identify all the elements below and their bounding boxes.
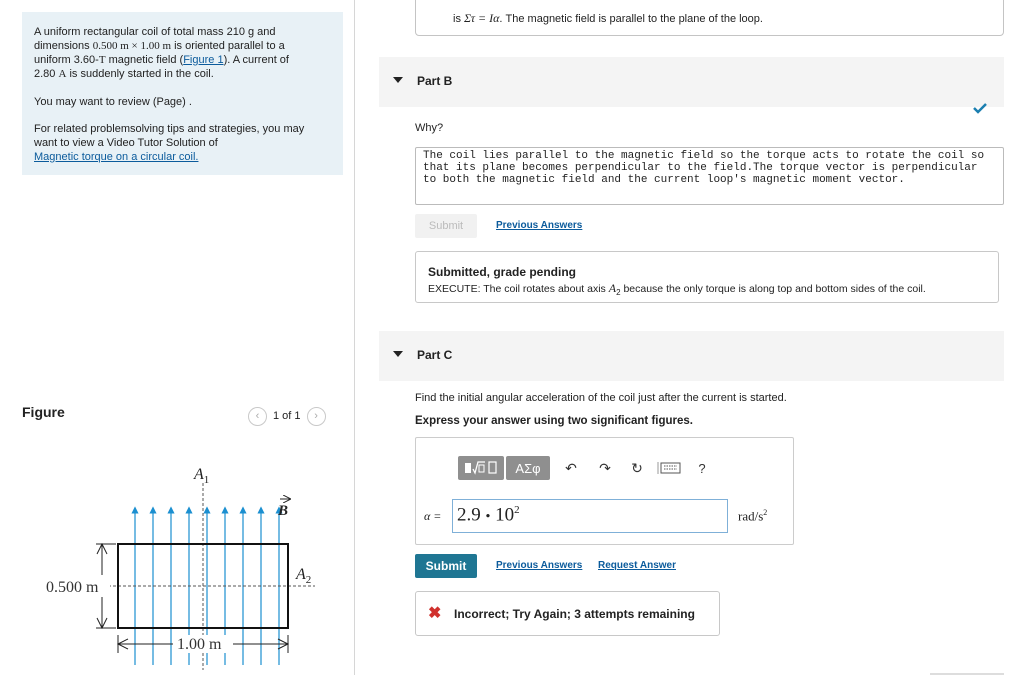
intro-dimensions: 0.500 m × 1.00 m (92, 40, 172, 52)
label-b: B (278, 503, 289, 519)
answer-units (738, 508, 767, 524)
part-b-header[interactable] (379, 57, 1004, 107)
feedback-text (428, 281, 926, 297)
x-icon: ✖ (428, 605, 442, 622)
intro-text: is oriented parallel to a (171, 40, 285, 52)
label-a2: A (296, 566, 306, 583)
part-c-previous-answers-link[interactable]: Previous Answers (496, 560, 583, 571)
part-a-hint-text (453, 11, 763, 26)
related-line: For related problemsolving tips and strategies, you may (34, 123, 305, 135)
intro-text: uniform 3.60- (34, 54, 99, 66)
hint-formula: Στ = Iα (464, 11, 500, 25)
undo-icon[interactable]: ↶ (565, 459, 577, 476)
part-b-answer-field[interactable]: The coil lies parallel to the magnetic field so the torque acts to rotate the coil so that its plane becomes perpendicular to the field.The torque vector is perpendicular to both the magnetic field and the current loop's magnetic moment vector. (415, 147, 1004, 205)
answer-dot: • (485, 509, 491, 525)
coil-figure (40, 455, 330, 670)
intro-unit: T (98, 54, 106, 66)
feedback-axis-sub: 2 (616, 288, 621, 298)
result-text: Incorrect; Try Again; 3 attempts remaining (454, 607, 695, 621)
label-a1-sub: 1 (203, 474, 210, 486)
problem-info-box (22, 12, 343, 175)
symbols-button[interactable]: ΑΣφ (506, 456, 550, 480)
part-c-header[interactable] (379, 331, 1004, 381)
part-b-submit-button[interactable]: Submit (415, 214, 477, 238)
intro-text: dimensions (34, 40, 93, 52)
svg-text:A1 (193, 466, 209, 486)
video-tutor-link[interactable]: Magnetic torque on a circular coil. (34, 151, 199, 163)
answer-input[interactable] (452, 499, 728, 533)
part-c-result (415, 591, 720, 636)
templates-icon[interactable] (458, 456, 504, 480)
part-c-instruction: Express your answer using two significant figures. (415, 415, 693, 427)
figure-pager (248, 405, 326, 427)
collapse-triangle-icon[interactable] (393, 351, 403, 357)
intro-text: is suddenly started in the coil. (66, 68, 214, 80)
problem-intro (34, 25, 334, 81)
part-b-feedback (415, 251, 999, 303)
intro-text: magnetic field ( (105, 54, 184, 66)
intro-unit: A (58, 68, 67, 80)
variable: α = (424, 509, 442, 523)
label-width: 1.00 m (177, 636, 222, 653)
collapse-triangle-icon[interactable] (393, 77, 403, 83)
related-line: want to view a Video Tutor Solution of (34, 137, 218, 149)
part-b-question: Why? (415, 122, 444, 134)
feedback-text-part: because the only torque is along top and bottom sides of the coil. (620, 283, 926, 295)
pager-text: 1 of 1 (273, 410, 301, 422)
label-height: 0.500 m (46, 579, 99, 596)
answer-base: 10 (495, 504, 515, 526)
answer-mantissa: 2.9 (457, 504, 481, 526)
part-c-question: Find the initial angular acceleration of the coil just after the current is started. (415, 392, 787, 404)
keyboard-icon[interactable] (656, 456, 682, 480)
chevron-left-icon[interactable]: ‹ (248, 407, 267, 426)
part-a-hint-box (415, 0, 1004, 36)
figure-header: Figure (22, 404, 65, 420)
chevron-right-icon[interactable]: › (307, 407, 326, 426)
redo-icon[interactable]: ↷ (599, 459, 611, 476)
feedback-text-part: EXECUTE: The coil rotates about axis (428, 283, 609, 295)
part-c-label: Part C (417, 348, 453, 362)
svg-text:A2 (295, 566, 311, 586)
intro-current: 2.80 (34, 68, 59, 80)
part-c-submit-button[interactable]: Submit (415, 554, 477, 578)
intro-text: ). A current of (223, 54, 289, 66)
answer-exponent: 2 (514, 504, 520, 516)
label-a1: A (194, 466, 204, 483)
units-base: rad/s (738, 508, 764, 524)
panel-divider (354, 0, 355, 675)
feedback-axis: A (608, 281, 617, 295)
request-answer-link[interactable]: Request Answer (598, 560, 676, 571)
hint-text: is (453, 13, 464, 25)
related-text (34, 122, 334, 164)
answer-variable-label (424, 509, 441, 524)
reset-icon[interactable]: ↻ (631, 459, 643, 476)
figure-1-link[interactable]: Figure 1 (183, 54, 224, 66)
checkmark-icon (973, 102, 987, 114)
part-b-label: Part B (417, 74, 453, 88)
units-exponent: 2 (763, 508, 768, 517)
review-text: You may want to review (Page) . (34, 96, 192, 108)
help-button[interactable]: ? (698, 460, 706, 476)
intro-text: A uniform rectangular coil of total mass 210 g and (34, 26, 276, 38)
label-a2-sub: 2 (305, 574, 312, 586)
hint-text: . The magnetic field is parallel to the plane of the loop. (499, 13, 763, 25)
feedback-title: Submitted, grade pending (428, 265, 577, 279)
part-b-previous-answers-link[interactable]: Previous Answers (496, 220, 583, 231)
